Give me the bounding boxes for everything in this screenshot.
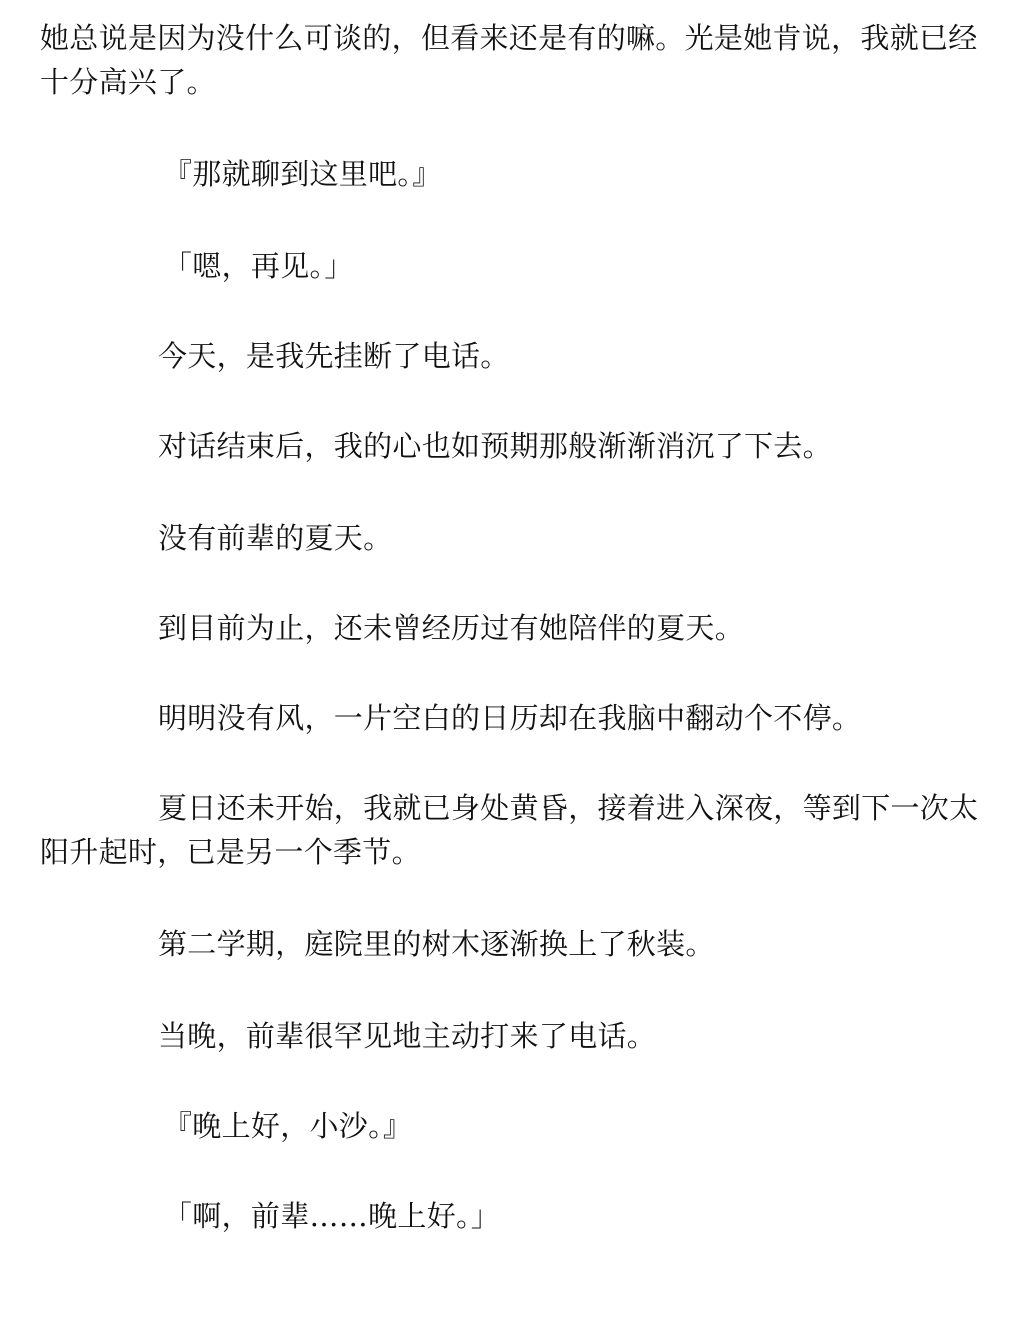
paragraph-4: 今天，是我先挂断了电话。 [158, 339, 510, 373]
paragraph-7: 到目前为止，还未曾经历过有她陪伴的夏天。 [158, 611, 745, 645]
paragraph-5: 对话结束后，我的心也如预期那般渐渐消沉了下去。 [158, 429, 832, 463]
paragraph-3: 「嗯，再见。」 [163, 249, 354, 283]
paragraph-9: 夏日还未开始，我就已身处黄昏，接着进入深夜，等到下一次太阳升起时，已是另一个季节。 [40, 791, 979, 869]
paragraph-13: 「啊，前辈……晚上好。」 [163, 1199, 501, 1233]
paragraph-2: 『那就聊到这里吧。』 [163, 157, 442, 191]
paragraph-12: 『晚上好，小沙。』 [163, 1109, 413, 1143]
paragraph-10: 第二学期，庭院里的树木逐渐换上了秋装。 [158, 927, 715, 961]
paragraph-8: 明明没有风，一片空白的日历却在我脑中翻动个不停。 [158, 701, 862, 735]
paragraph-1: 她总说是因为没什么可谈的，但看来还是有的嘛。光是她肯说，我就已经十分高兴了。 [40, 21, 978, 99]
paragraph-6: 没有前辈的夏天。 [158, 521, 393, 555]
paragraph-11: 当晚，前辈很罕见地主动打来了电话。 [158, 1019, 657, 1053]
